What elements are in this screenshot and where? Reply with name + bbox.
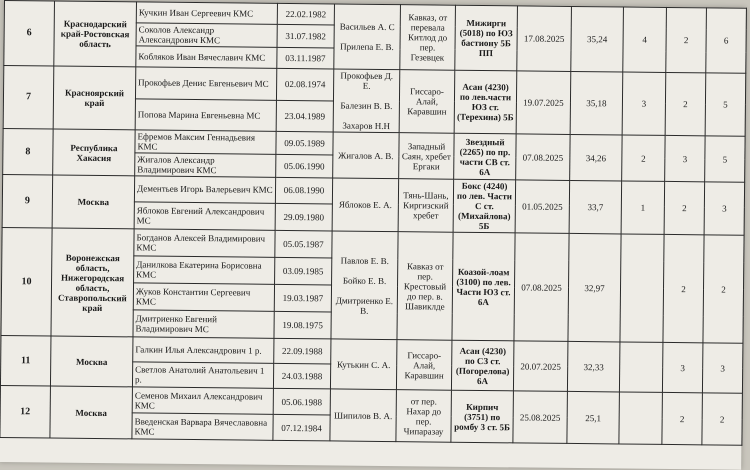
score-column-2: 3 — [665, 135, 705, 181]
climbing-area: Гиссаро-Алай, Каравшин — [399, 70, 455, 134]
member-name: Яблоков Евгений Александрович МС — [134, 202, 275, 231]
score-column-1: 4 — [623, 7, 667, 72]
member-name: Галкин Илья Александрович 1 р. — [133, 337, 274, 363]
score-column-2: 3 — [662, 342, 703, 392]
climbing-route: Коазой-лоам (3100) по лев. Части ЮЗ ст. 6А — [452, 232, 515, 341]
member-birth-date: 23.04.1989 — [276, 100, 333, 132]
climbing-area: Кавказ, от перевала Китлод до пер. Гезевцек — [400, 5, 456, 71]
member-name: Семенов Михаил Александрович КМС — [132, 387, 273, 414]
member-birth-date: 03.11.1987 — [277, 47, 334, 69]
team-number: 10 — [1, 227, 52, 336]
team-region: Республика Хакасия — [53, 129, 135, 176]
score-column-3: 5 — [705, 136, 745, 182]
ascent-date: 07.08.2025 — [516, 134, 570, 181]
score-points: 32,97 — [568, 233, 621, 342]
member-name: Кучкин Иван Сергеевич КМС — [136, 2, 277, 24]
team-number: 12 — [0, 385, 50, 438]
member-birth-date: 05.06.1988 — [273, 388, 330, 415]
member-name: Богданов Алексей Владимирович КМС — [134, 229, 275, 257]
member-name: Введенская Варвара Вячеславовна КМС — [132, 413, 273, 440]
score-column-3: 3 — [702, 343, 743, 393]
results-table-body — [0, 1, 746, 446]
team-number: 11 — [0, 335, 51, 386]
score-points: 32,33 — [567, 341, 620, 392]
member-name: Данилкова Екатерина Борисовна КМС — [134, 256, 275, 284]
team-number: 6 — [4, 1, 55, 67]
member-birth-date: 05.05.1987 — [275, 230, 332, 258]
score-column-1: 1 — [621, 181, 665, 234]
team-region: Краснодарский край-Ростовская область — [54, 1, 137, 67]
member-name: Жуков Константин Сергеевич КМС — [133, 283, 274, 311]
climbing-area: Гиссаро-Алай, Каравшин — [396, 340, 452, 391]
member-name: Попова Марина Евгеньевна МС — [135, 98, 276, 131]
member-birth-date: 29.09.1980 — [275, 203, 332, 231]
score-column-2: 2 — [663, 234, 704, 342]
ascent-date: 20.07.2025 — [513, 341, 568, 392]
member-birth-date: 02.08.1974 — [276, 68, 333, 100]
score-column-1 — [620, 234, 664, 342]
score-column-2: 2 — [665, 72, 706, 135]
score-points: 25,1 — [567, 391, 620, 444]
team-coaches: Павлов Е. В. Бойко Е. В. Дмитриенко Е. В. — [331, 231, 398, 340]
team-number: 8 — [3, 128, 53, 175]
member-name: Дмитриенко Евгений Владимирович МС — [133, 310, 274, 338]
member-name: Прокофьев Денис Евгеньевич МС — [135, 67, 276, 100]
ascent-date: 25.08.2025 — [513, 391, 568, 444]
team-number: 7 — [3, 66, 54, 130]
climbing-area: Кавказ от пер. Крестовый до пер. в. Шавиклде — [397, 232, 453, 341]
ascent-date: 07.08.2025 — [514, 233, 569, 342]
team-region: Красноярский край — [53, 66, 136, 130]
score-column-1 — [619, 392, 663, 444]
climbing-area: Тянь-Шань, Киргизский хребет — [398, 179, 454, 233]
team-coaches: Кутькин С. А. — [330, 339, 397, 390]
member-name: Светлов Анатолий Анатольевич 1 р. — [132, 362, 273, 388]
member-name: Ефремов Максим Геннадьевия КМС — [135, 130, 276, 154]
climbing-route: Асан (4230) по лев.части ЮЗ ст. (Терехина) 5Б — [454, 70, 517, 134]
score-column-3: 2 — [702, 393, 743, 445]
member-name: Дементьев Игорь Валерьевич КМС — [134, 176, 275, 203]
member-birth-date: 22.02.1982 — [277, 3, 334, 25]
score-points: 35,18 — [570, 71, 623, 135]
climbing-area: Западный Саян, хребет Ергаки — [399, 133, 454, 180]
member-birth-date: 07.12.1984 — [273, 414, 330, 441]
climbing-area: от пер. Нахар до пер. Чипаразау — [396, 390, 452, 443]
score-column-2: 2 — [664, 181, 705, 234]
member-birth-date: 22.09.1988 — [274, 338, 331, 364]
score-column-1: 3 — [622, 72, 666, 135]
member-name: Соколов Александр Александрович КМС — [136, 23, 277, 47]
climbing-route: Асан (4230) по СЗ ст. (Погорелова) 6А — [451, 340, 514, 391]
team-coaches: Прокофьев Д. Е. Балезин В. В. Захаров Н.Н — [333, 69, 400, 133]
score-column-3: 5 — [705, 73, 746, 136]
team-coaches: Шипилов В. А. — [330, 389, 397, 442]
score-points: 34,26 — [570, 134, 622, 181]
ascent-date: 01.05.2025 — [515, 180, 570, 234]
climbing-route: Звездный (2265) по пр. части СВ ст. 6А — [454, 133, 516, 180]
climbing-route: Кирпич (3751) по ромбу 3 ст. 5Б — [451, 390, 514, 443]
team-member-row — [3, 66, 745, 105]
member-name: Кобляков Иван Вячеславич КМС — [136, 46, 277, 68]
member-birth-date: 19.08.1975 — [274, 311, 331, 339]
member-birth-date: 24.03.1988 — [273, 363, 330, 389]
team-coaches: Жигалов А. В. — [333, 132, 399, 179]
score-column-2: 2 — [662, 392, 703, 444]
score-points: 35,24 — [571, 6, 624, 72]
team-region: Москва — [50, 386, 133, 439]
score-column-3: 3 — [704, 182, 745, 235]
member-birth-date: 19.03.1987 — [274, 284, 331, 312]
team-coaches: Яблоков Е. А. — [332, 178, 399, 232]
score-column-3: 2 — [703, 235, 744, 343]
ascent-date: 17.08.2025 — [517, 6, 572, 72]
score-points: 33,7 — [569, 180, 622, 234]
member-birth-date: 09.05.1989 — [276, 131, 333, 155]
score-column-1: 2 — [622, 135, 665, 181]
score-column-2: 2 — [666, 7, 707, 72]
member-birth-date: 05.06.1990 — [276, 154, 333, 178]
climbing-route: Бокс (4240) по лев. Части С ст. (Михайлова) 5Б — [453, 179, 516, 233]
climbing-route: Мижирги (5018) по ЮЗ бастиону 5Б ПП — [455, 5, 518, 71]
team-region: Москва — [52, 175, 135, 229]
ascent-date: 19.07.2025 — [516, 71, 571, 135]
team-region: Воронежская область, Нижегородская область, Ставропольский край — [51, 228, 134, 337]
team-member-row — [4, 1, 746, 30]
member-name: Жигалов Александр Владимирович КМС — [135, 153, 276, 177]
team-coaches: Васильев А. С Прилепа Е. В. — [334, 4, 401, 70]
member-birth-date: 31.07.1982 — [277, 24, 334, 48]
member-birth-date: 06.08.1990 — [275, 177, 332, 204]
score-column-1 — [619, 342, 663, 392]
member-birth-date: 03.09.1985 — [275, 257, 332, 285]
team-region: Москва — [50, 336, 133, 387]
score-column-3: 6 — [706, 8, 747, 73]
team-number: 9 — [2, 174, 53, 228]
